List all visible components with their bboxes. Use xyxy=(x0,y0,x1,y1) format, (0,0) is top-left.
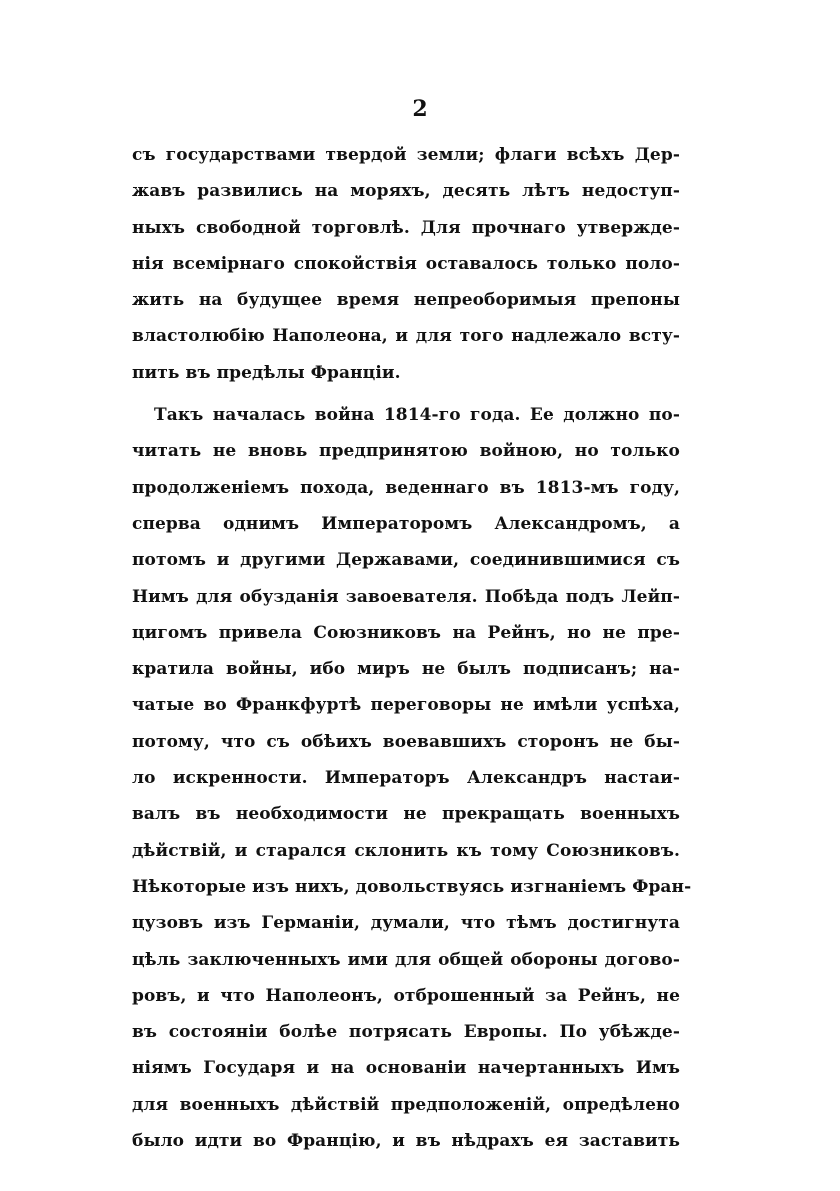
text-line: было идти во Францію, и въ нѣдрахъ ея заставить xyxy=(132,1131,680,1152)
text-line: Нѣкоторые изъ нихъ, довольствуясь изгнаніемъ Фран- xyxy=(132,876,692,897)
text-line: цѣль заключенныхъ ими для общей обороны догово- xyxy=(132,949,680,970)
text-line: читать не вновь предпринятою войною, но только xyxy=(132,441,680,462)
paragraph-2 xyxy=(132,397,692,1159)
text-line: жить на будущее время непреоборимыя препоны xyxy=(132,290,680,311)
text-line: продолженіемъ похода, веденнаго въ 1813-мъ году, xyxy=(132,477,680,498)
text-body xyxy=(132,137,692,1159)
text-line: валъ въ необходимости не прекращать военныхъ xyxy=(132,804,680,825)
text-line: кратила войны, ибо миръ не былъ подписанъ; на- xyxy=(132,659,680,680)
text-line: цигомъ привела Союзниковъ на Рейнъ, но не пре- xyxy=(132,622,680,643)
text-line: цузовъ изъ Германіи, думали, что тѣмъ достигнута xyxy=(132,913,680,934)
text-line: пить въ предѣлы Франціи. xyxy=(132,362,401,383)
text-line: ніямъ Государя и на основаніи начертанныхъ Имъ xyxy=(132,1058,680,1079)
text-line: чатые во Франкфуртѣ переговоры не имѣли успѣха, xyxy=(132,695,680,716)
paragraph-1 xyxy=(132,137,680,391)
text-line: дѣйствій, и старался склонить къ тому Союзниковъ. xyxy=(132,840,680,861)
text-line: съ государствами твердой земли; флаги всѣхъ Дер- xyxy=(132,145,680,165)
text-line: сперва однимъ Императоромъ Александромъ, а xyxy=(132,513,680,534)
text-line: ло искренности. Императоръ Александръ настаи- xyxy=(132,768,680,789)
text-line: въ состояніи болѣе потрясать Европы. По убѣжде- xyxy=(132,1022,680,1043)
text-line: ныхъ свободной торговлѣ. Для прочнаго утвержде- xyxy=(132,217,680,238)
text-line: Нимъ для обузданія завоевателя. Побѣда подъ Лейп- xyxy=(132,586,680,607)
page-number: 2 xyxy=(412,96,428,122)
text-line: властолюбію Наполеона, и для того надлежало всту- xyxy=(132,326,680,347)
text-line: ровъ, и что Наполеонъ, отброшенный за Рейнъ, не xyxy=(132,985,680,1006)
text-line: Такъ началась война 1814-го года. Ее должно по- xyxy=(154,405,680,426)
text-line: нія всемірнаго спокойствія оставалось только поло- xyxy=(132,253,680,274)
text-line: потому, что съ обѣихъ воевавшихъ сторонъ не бы- xyxy=(132,731,680,752)
text-line: для военныхъ дѣйствій предположеній, опредѣлено xyxy=(132,1094,680,1115)
text-line: потомъ и другими Державами, соединившимися съ xyxy=(132,550,680,571)
text-line: жавъ развились на моряхъ, десять лѣтъ недоступ- xyxy=(132,181,680,202)
